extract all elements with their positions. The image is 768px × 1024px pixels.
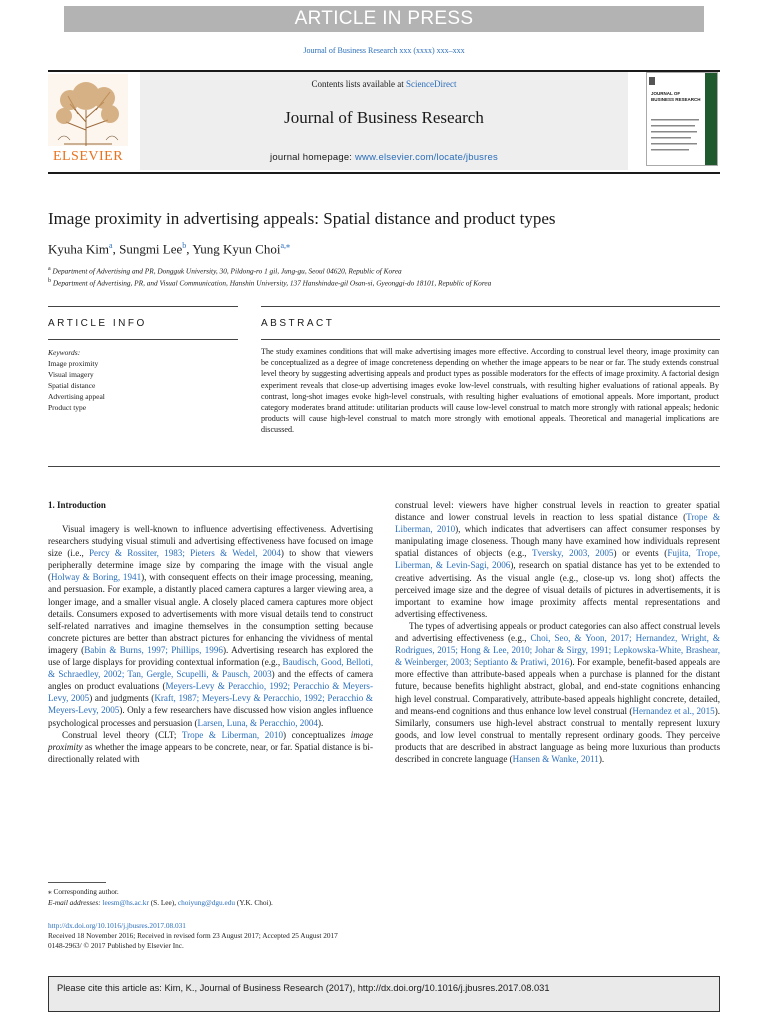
body-text: ), which indicates that advertisers can affect consumer responses by manipulating image closeness. Though many have examined how individuals represent spatial distances of objects (e.g.,	[395, 524, 720, 559]
issn-copyright: 0148-2963/ © 2017 Published by Elsevier Inc.	[48, 941, 184, 950]
paper-title: Image proximity in advertising appeals: Spatial distance and product types	[48, 209, 556, 228]
body-text: ). For example, benefit-based appeals are more effective than attribute-based appeals when a purchase is planned for the distant future, because benefits highlight abstract, global, and end-state cognitions enhancing high level construal. Comparatively, attribute-based appeals highlight concrete, detailed, and means-end cognitions and thus enhance low level construal (	[395, 657, 720, 716]
journal-reference[interactable]: Journal of Business Research xxx (xxxx) xxx–xxx	[303, 46, 465, 55]
citation-reference-link[interactable]: Percy & Rossiter, 1983; Pieters & Wedel, 2004	[89, 548, 281, 559]
body-text: Visual imagery is well-known to influence advertising effectiveness. Advertising researchers studying visual stimuli and advertising effectiveness have focused on image size (i.e.,	[48, 524, 373, 559]
body-text: The types of advertising appeals or product categories can also affect construal levels and advertising effectiveness (e.g.,	[395, 620, 720, 644]
journal-cover-icon	[647, 73, 717, 165]
article-info-mid-rule	[48, 339, 238, 340]
email-link[interactable]: choiyung@dgu.edu	[177, 898, 236, 907]
body-text: ) to show that viewers peripherally determine image size by comparing the image with the visual angle (	[48, 548, 373, 583]
keyword: Visual imagery	[48, 370, 94, 379]
footnote-corresponding: ⁎ Corresponding author.	[48, 887, 119, 896]
body-paragraph	[395, 620, 720, 765]
citation-reference-link[interactable]: Holway & Boring, 1941	[51, 572, 142, 583]
footnote-rule	[48, 882, 106, 883]
citation-reference-link[interactable]: Choi, Seo, & Yoon, 2017; Hernandez, Wright, & Rodrigues, 2015; Hong & Lee, 2010; Johar & Sirgy, 1991; Lepkowska-White, Brashear, & Weinberger, 2003; Septianto & Pratiwi, 2016	[395, 633, 720, 668]
homepage-prefix: journal homepage:	[270, 152, 355, 163]
citation-reference-link[interactable]: Tversky, 2003, 2005	[532, 548, 614, 559]
citation-reference-link[interactable]: Hansen & Wanke, 2011	[512, 753, 599, 764]
author-name[interactable]: Kyuha Kim	[48, 241, 110, 257]
article-info-top-rule	[48, 306, 238, 307]
sciencedirect-link[interactable]: ScienceDirect	[406, 79, 457, 89]
affiliation-text: Department of Advertising and PR, Dongguk University, 30, Pildong-ro 1 gil, Jung-gu, Seoul 04620, Republic of Korea	[52, 266, 402, 276]
homepage-link[interactable]: www.elsevier.com/locate/jbusres	[354, 152, 498, 163]
citation-reference-link[interactable]: Fujita, Trope, Liberman, & Levin-Sagi, 2006	[395, 548, 720, 571]
keywords-block	[48, 347, 238, 413]
body-text: ).	[598, 753, 605, 764]
body-text: construal level: viewers have higher construal levels in reaction to greater spatial distance and lower construal levels in reaction to less spatial distance (	[395, 500, 720, 523]
email-link[interactable]: leesm@hs.ac.kr	[102, 898, 149, 907]
body-text: ), research on spatial distance has yet to be extended to creative advertising. As the visual angle (e.g., close-up vs. long shot) affects the perceived image size and the degree of visual details of pictures in advertisements, it is important to examine how image proximity affects mental representations and advertising effectiveness.	[395, 560, 720, 619]
affiliation-text: Department of Advertising, PR, and Visual Communication, Hanshin University, 137 Hanshindae-gil Osan-si, Gyeonggi-do 18101, Republic of Korea	[52, 278, 492, 288]
citation-reference-link[interactable]: Hernandez et al., 2015	[632, 705, 715, 716]
abstract-text: The study examines conditions that will make advertising images more effective. According to construal level theory, image proximity can be conceptualized as a degree of image concreteness depending on whether the image appears to be near or far. The study extends construal level theory by suggesting advertising appeals and product types as possible moderators for the effects of image proximity. A factorial design experiment reveals that close-up advertising images evoke low-level construals, with resulting higher evaluations of rational appeals. By contrast, long-shot images evoke high-level construals, with resulting higher evaluations of emotional appeals. More important, product category moderates brand attitude: utilitarian products will cause low-level construal to match more strongly with rational appeals; hedonic products will cause high-level construal to match more strongly with emotional appeals. Theoretical and managerial implications are discussed.	[261, 347, 719, 435]
emphasized-term: image proximity	[48, 729, 373, 752]
email-owner: (S. Lee),	[148, 898, 178, 907]
section-heading-introduction: 1. Introduction	[48, 500, 106, 510]
author-affiliation-mark[interactable]: b	[182, 241, 187, 250]
abstract-bottom-rule	[48, 466, 720, 467]
contents-available-line	[140, 79, 628, 89]
keyword: Product type	[48, 403, 87, 412]
affiliation-mark: b	[48, 278, 51, 284]
body-text: ) or events (	[613, 548, 668, 559]
citation-reference-link[interactable]: Larsen, Luna, & Peracchio, 2004	[197, 717, 318, 728]
author-name[interactable]: Sungmi Lee	[119, 241, 183, 257]
journal-name: Journal of Business Research	[284, 108, 484, 127]
citation-reference-link[interactable]: Kraft, 1987; Meyers-Levy & Peracchio, 1992; Peracchio & Meyers-Levy, 2005	[48, 693, 373, 716]
body-text: as whether the image appears to be concrete, near, or far. Spatial distance is bi-directionally related with	[48, 741, 373, 764]
journal-homepage	[140, 152, 628, 163]
body-text: ) and the effects of camera angles on product evaluations (	[48, 669, 373, 692]
keyword: Spatial distance	[48, 381, 96, 390]
author-affiliation-mark[interactable]: a	[109, 241, 113, 250]
doi-text[interactable]: http://dx.doi.org/10.1016/j.jbusres.2017.08.031	[48, 921, 186, 930]
body-text: ). Only a few researchers have discussed how vision angles influence psychological processes and persuasion (	[48, 705, 373, 728]
article-in-press-banner: ARTICLE IN PRESS	[64, 6, 704, 32]
article-info-heading: ARTICLE INFO	[48, 318, 147, 329]
journal-cover-thumbnail[interactable]	[646, 72, 718, 166]
elsevier-wordmark: ELSEVIER	[52, 149, 124, 164]
body-text: ), with consequent effects on their image processing, meaning, and persuasion. For example, a distantly placed camera captures a larger viewing area, a longer image, and a smaller visual angle. A closely placed camera captures more object details. Consumers exposed to advertisements with more visual details tend to construct self-related narratives and imagine themselves in the consumption setting because concrete pictures are better than abstract pictures for enhancing the vividness of mental imagery (	[48, 572, 373, 655]
citation-box	[48, 976, 720, 1012]
cover-title: JOURNAL OF BUSINESS RESEARCH	[651, 91, 701, 102]
body-text: ) and judgments (	[89, 693, 155, 704]
body-text: ). Similarly, consumers use high-level abstract construal to mentally represent luxury goods, and low level construal to mentally represent ordinary goods. They perceive products that are described in abstract language as being more luxurious than products described in concrete language (	[395, 705, 720, 764]
body-paragraph	[48, 523, 373, 729]
affiliation	[48, 278, 728, 287]
email-owner: (Y.K. Choi).	[235, 898, 273, 907]
email-label: E-mail addresses:	[48, 898, 103, 907]
header-bottom-rule	[48, 172, 720, 174]
abstract-top-rule	[261, 306, 720, 307]
body-text: Construal level theory (CLT;	[62, 729, 182, 740]
affiliation	[48, 266, 728, 275]
keyword: Advertising appeal	[48, 392, 105, 401]
received-dates: Received 18 November 2016; Received in revised form 23 August 2017; Accepted 25 August 2017	[48, 931, 338, 940]
contents-prefix: Contents lists available at	[311, 79, 406, 89]
author-affiliation-mark[interactable]: a,⁎	[280, 241, 290, 250]
body-paragraph	[48, 729, 373, 765]
footnote-emails	[48, 898, 498, 908]
keyword: Image proximity	[48, 359, 99, 368]
keywords-label: Keywords:	[48, 348, 81, 357]
citation-reference-link[interactable]: Trope & Liberman, 2010	[395, 512, 720, 535]
doi-link[interactable]	[48, 921, 498, 931]
abstract-mid-rule	[261, 339, 720, 340]
citation-reference-link[interactable]: Trope & Liberman, 2010	[181, 729, 283, 740]
author-list: Kyuha Kim$^a$, Sungmi Lee$^b$, Yung Kyun Choi$^{a,⁎}$	[48, 241, 290, 257]
citation-reference-link[interactable]: Meyers-Levy & Peracchio, 1992; Peracchio & Meyers-Levy, 2005	[48, 681, 373, 704]
body-paragraph	[395, 499, 720, 620]
abstract-heading: ABSTRACT	[261, 318, 335, 329]
body-text: ).	[317, 717, 324, 728]
body-text: ). Advertising research has explored the use of large displays for providing contextual information (e.g.,	[48, 644, 373, 668]
citation-reference-link[interactable]: Babin & Burns, 1997; Phillips, 1996	[84, 644, 223, 655]
citation-reference-link[interactable]: Baudisch, Good, Belloti, & Schraedley, 2002; Tan, Gergle, Scupelli, & Pausch, 2003	[48, 657, 373, 680]
body-text: ) conceptualizes	[283, 729, 351, 740]
body-column-right	[395, 499, 720, 765]
affiliation-mark: a	[48, 266, 51, 272]
body-column-left	[48, 523, 373, 765]
author-name[interactable]: Yung Kyun Choi	[192, 241, 281, 257]
citation-text: Please cite this article as: Kim, K., Journal of Business Research (2017), http://dx.doi.org/10.1016/j.jbusres.2017.08.031	[57, 983, 550, 993]
